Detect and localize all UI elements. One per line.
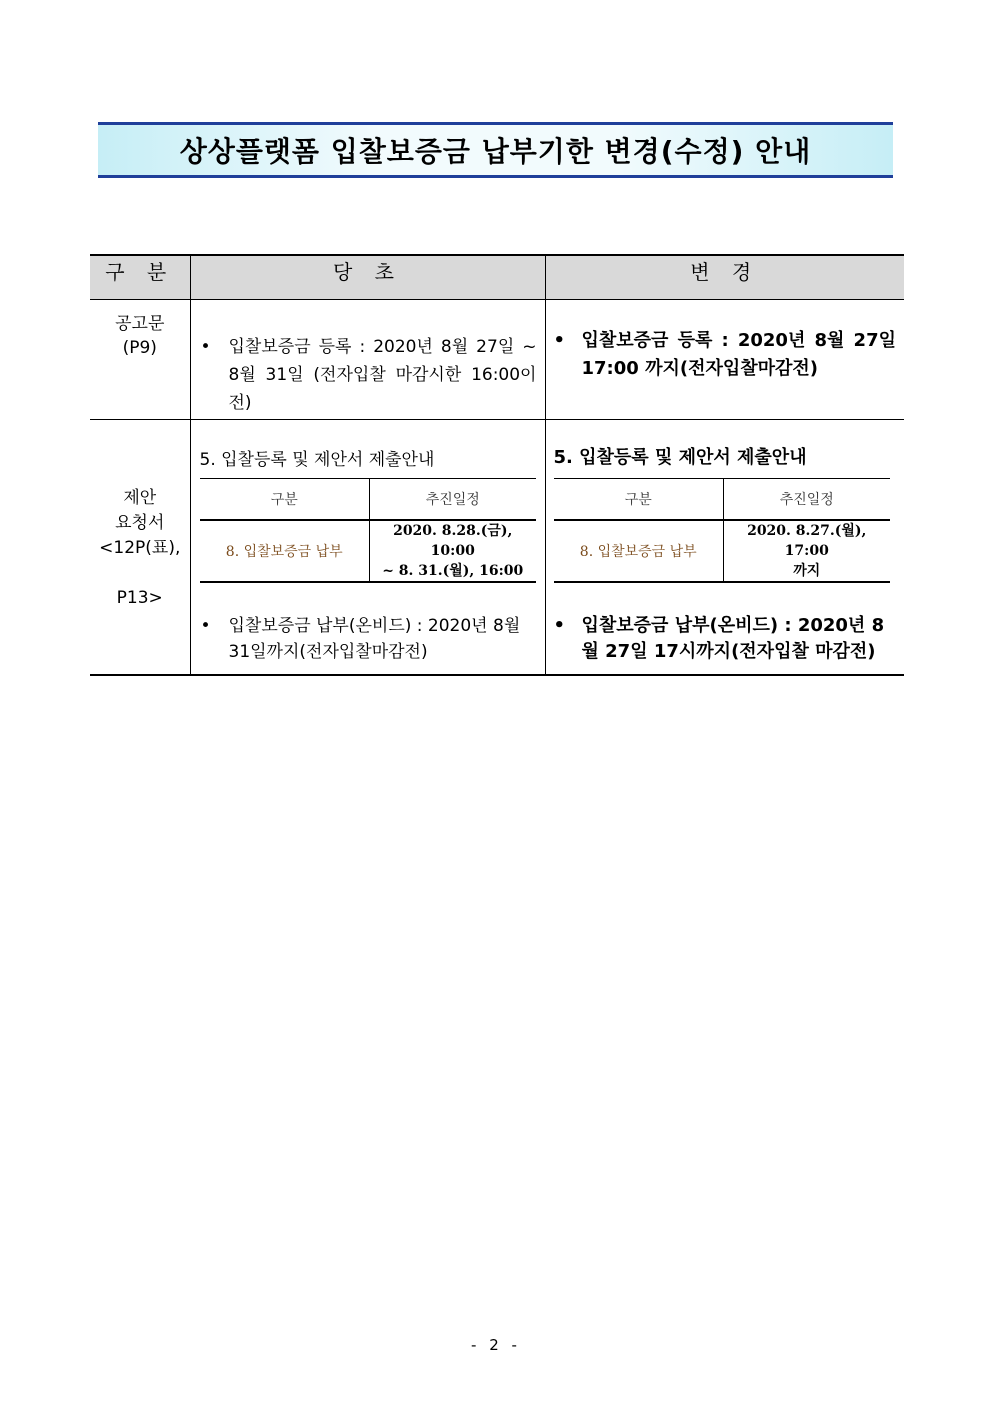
row1-after-text: 입찰보증금 등록 : 2020년 8월 27일 17:00 까지(전자입찰마감전): [581, 330, 896, 379]
row1-after: [545, 300, 904, 420]
before-schedule-table: [200, 478, 536, 583]
row2-category-line1: 제안: [123, 488, 157, 508]
before-item-label: 8. 입찰보증금 납부: [200, 520, 370, 582]
row1-before: [190, 300, 545, 420]
title-banner: [98, 122, 893, 178]
row1-category-line2: (P9): [122, 338, 157, 358]
row2-after-bullet-text: 입찰보증금 납부(온비드) : 2020년 8월 27일 17시까지(전자입찰 마감전): [581, 615, 885, 662]
sub-header-category: 구분: [554, 479, 724, 521]
row1-category: [90, 300, 190, 420]
header-row: [90, 255, 904, 300]
sub-header-schedule: 추진일정: [370, 479, 536, 521]
after-schedule: [724, 520, 890, 582]
sub-header-category: 구분: [200, 479, 370, 521]
after-schedule-line1: 2020. 8.27.(월), 17:00: [747, 523, 867, 559]
bullet-icon: •: [200, 616, 211, 636]
header-before: 당 초: [190, 255, 545, 300]
before-schedule-line1: 2020. 8.28.(금), 10:00: [393, 523, 513, 559]
page-number: - 2 -: [471, 1336, 521, 1354]
before-schedule-line2: ~ 8. 31.(월), 16:00: [382, 563, 524, 579]
row2-category-line2: 요청서: [115, 513, 165, 533]
page-title: 상상플랫폼 입찰보증금 납부기한 변경(수정) 안내: [179, 135, 812, 168]
table-row: [90, 420, 904, 675]
row2-category-line3: <12P(표),: [99, 538, 181, 558]
table-row: [90, 300, 904, 420]
row2-before-section-title: 5. 입찰등록 및 제안서 제출안내: [199, 450, 435, 470]
row2-before-bullet-text: 입찰보증금 납부(온비드) : 2020년 8월 31일까지(전자입찰마감전): [228, 616, 521, 662]
row2-after: [545, 420, 904, 675]
header-after: 변 경: [545, 255, 904, 300]
after-schedule-table: [554, 478, 890, 583]
bullet-icon: •: [553, 330, 566, 351]
after-item-label: 8. 입찰보증금 납부: [554, 520, 724, 582]
row2-before: [190, 420, 545, 675]
row1-before-text: 입찰보증금 등록 : 2020년 8월 27일 ~ 8월 31일 (전자입찰 마감시한 16:00이전): [228, 337, 537, 413]
before-schedule: [370, 520, 536, 582]
row1-category-line1: 공고문: [115, 314, 165, 334]
row2-after-section-title: 5. 입찰등록 및 제안서 제출안내: [553, 447, 807, 468]
header-category: 구 분: [90, 255, 190, 300]
after-schedule-line2: 까지: [793, 563, 821, 579]
row2-category-line4: P13>: [116, 588, 163, 608]
sub-header-schedule: 추진일정: [724, 479, 890, 521]
bullet-icon: •: [200, 337, 211, 357]
bullet-icon: •: [553, 615, 566, 636]
row2-category: [90, 420, 190, 675]
change-notice-table: [90, 254, 904, 676]
